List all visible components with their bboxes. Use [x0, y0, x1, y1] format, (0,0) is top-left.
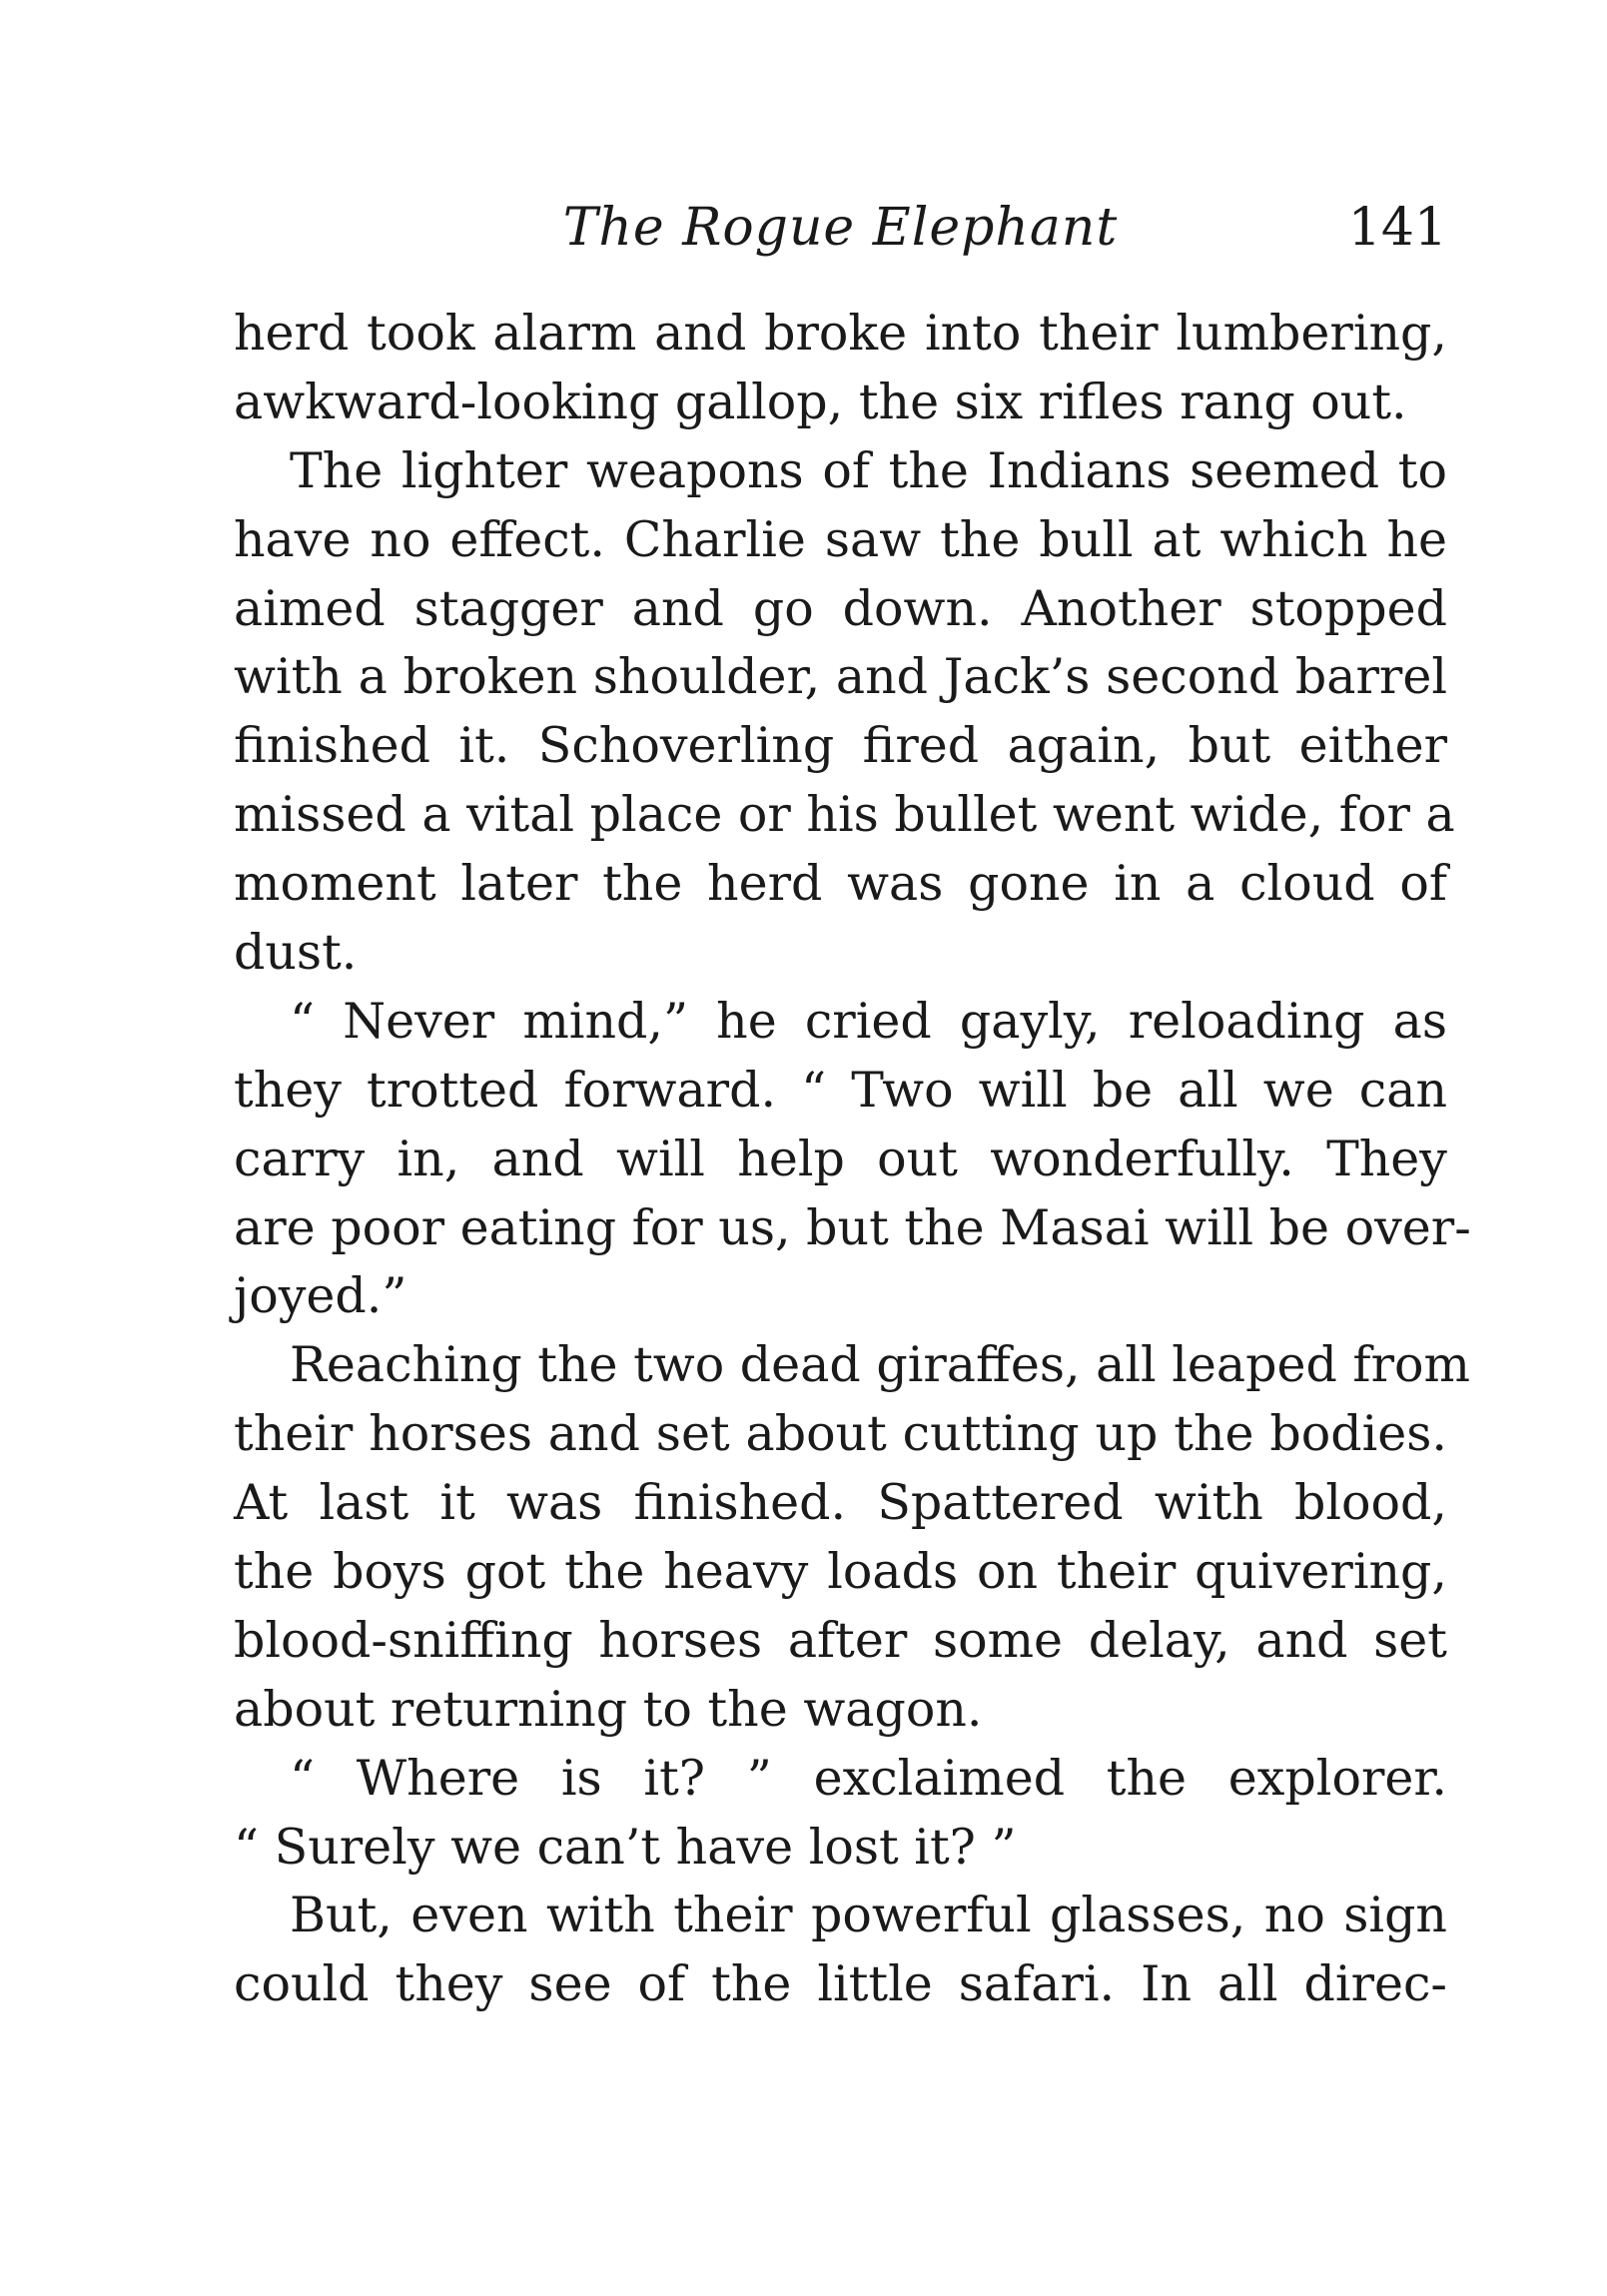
text-line: missed a vital place or his bullet went wide, for a [234, 786, 1455, 844]
text-line: “ Where is it? ” exclaimed the explorer. [290, 1749, 1447, 1807]
text-line: dust. [234, 924, 358, 982]
text-line: “ Never mind,” he cried gayly, reloading as [290, 992, 1447, 1050]
text-line: aimed stagger and go down. Another stopped [234, 579, 1447, 637]
text-line: are poor eating for us, but the Masai will be over- [234, 1198, 1471, 1256]
text-line: “ Surely we can’t have lost it? ” [234, 1818, 1017, 1876]
text-line: about returning to the wagon. [234, 1680, 983, 1738]
text-line: At last it was finished. Spattered with blood, [234, 1474, 1447, 1532]
text-line: The lighter weapons of the Indians seemed to [290, 441, 1447, 499]
text-line: blood-sniffing horses after some delay, and set [234, 1611, 1447, 1669]
text-line: moment later the herd was gone in a cloud of [234, 855, 1447, 913]
text-line: awkward-looking gallop, the six rifles rang out. [234, 373, 1407, 430]
text-line: But, even with their powerful glasses, no sign [290, 1887, 1447, 1944]
text-line: the boys got the heavy loads on their quivering, [234, 1543, 1447, 1601]
text-line: Reaching the two dead giraffes, all leaped from [290, 1336, 1470, 1394]
text-line: have no effect. Charlie saw the bull at which he [234, 510, 1447, 568]
text-line: they trotted forward. “ Two will be all we can [234, 1061, 1447, 1119]
page-number: 141 [1347, 198, 1447, 258]
text-line: could they see of the little safari. In all direc- [234, 1955, 1447, 2013]
text-line: herd took alarm and broke into their lumbering, [234, 305, 1447, 362]
text-line: their horses and set about cutting up the bodies. [234, 1405, 1447, 1463]
text-line: joyed.” [234, 1267, 407, 1325]
text-line: carry in, and will help out wonderfully. They [234, 1130, 1447, 1187]
text-line: with a broken shoulder, and Jack’s second barrel [234, 648, 1447, 706]
running-title: The Rogue Elephant [562, 198, 1119, 258]
text-line: finished it. Schoverling fired again, but either [234, 717, 1447, 775]
body-text [234, 300, 1471, 2019]
running-head [234, 198, 1447, 268]
